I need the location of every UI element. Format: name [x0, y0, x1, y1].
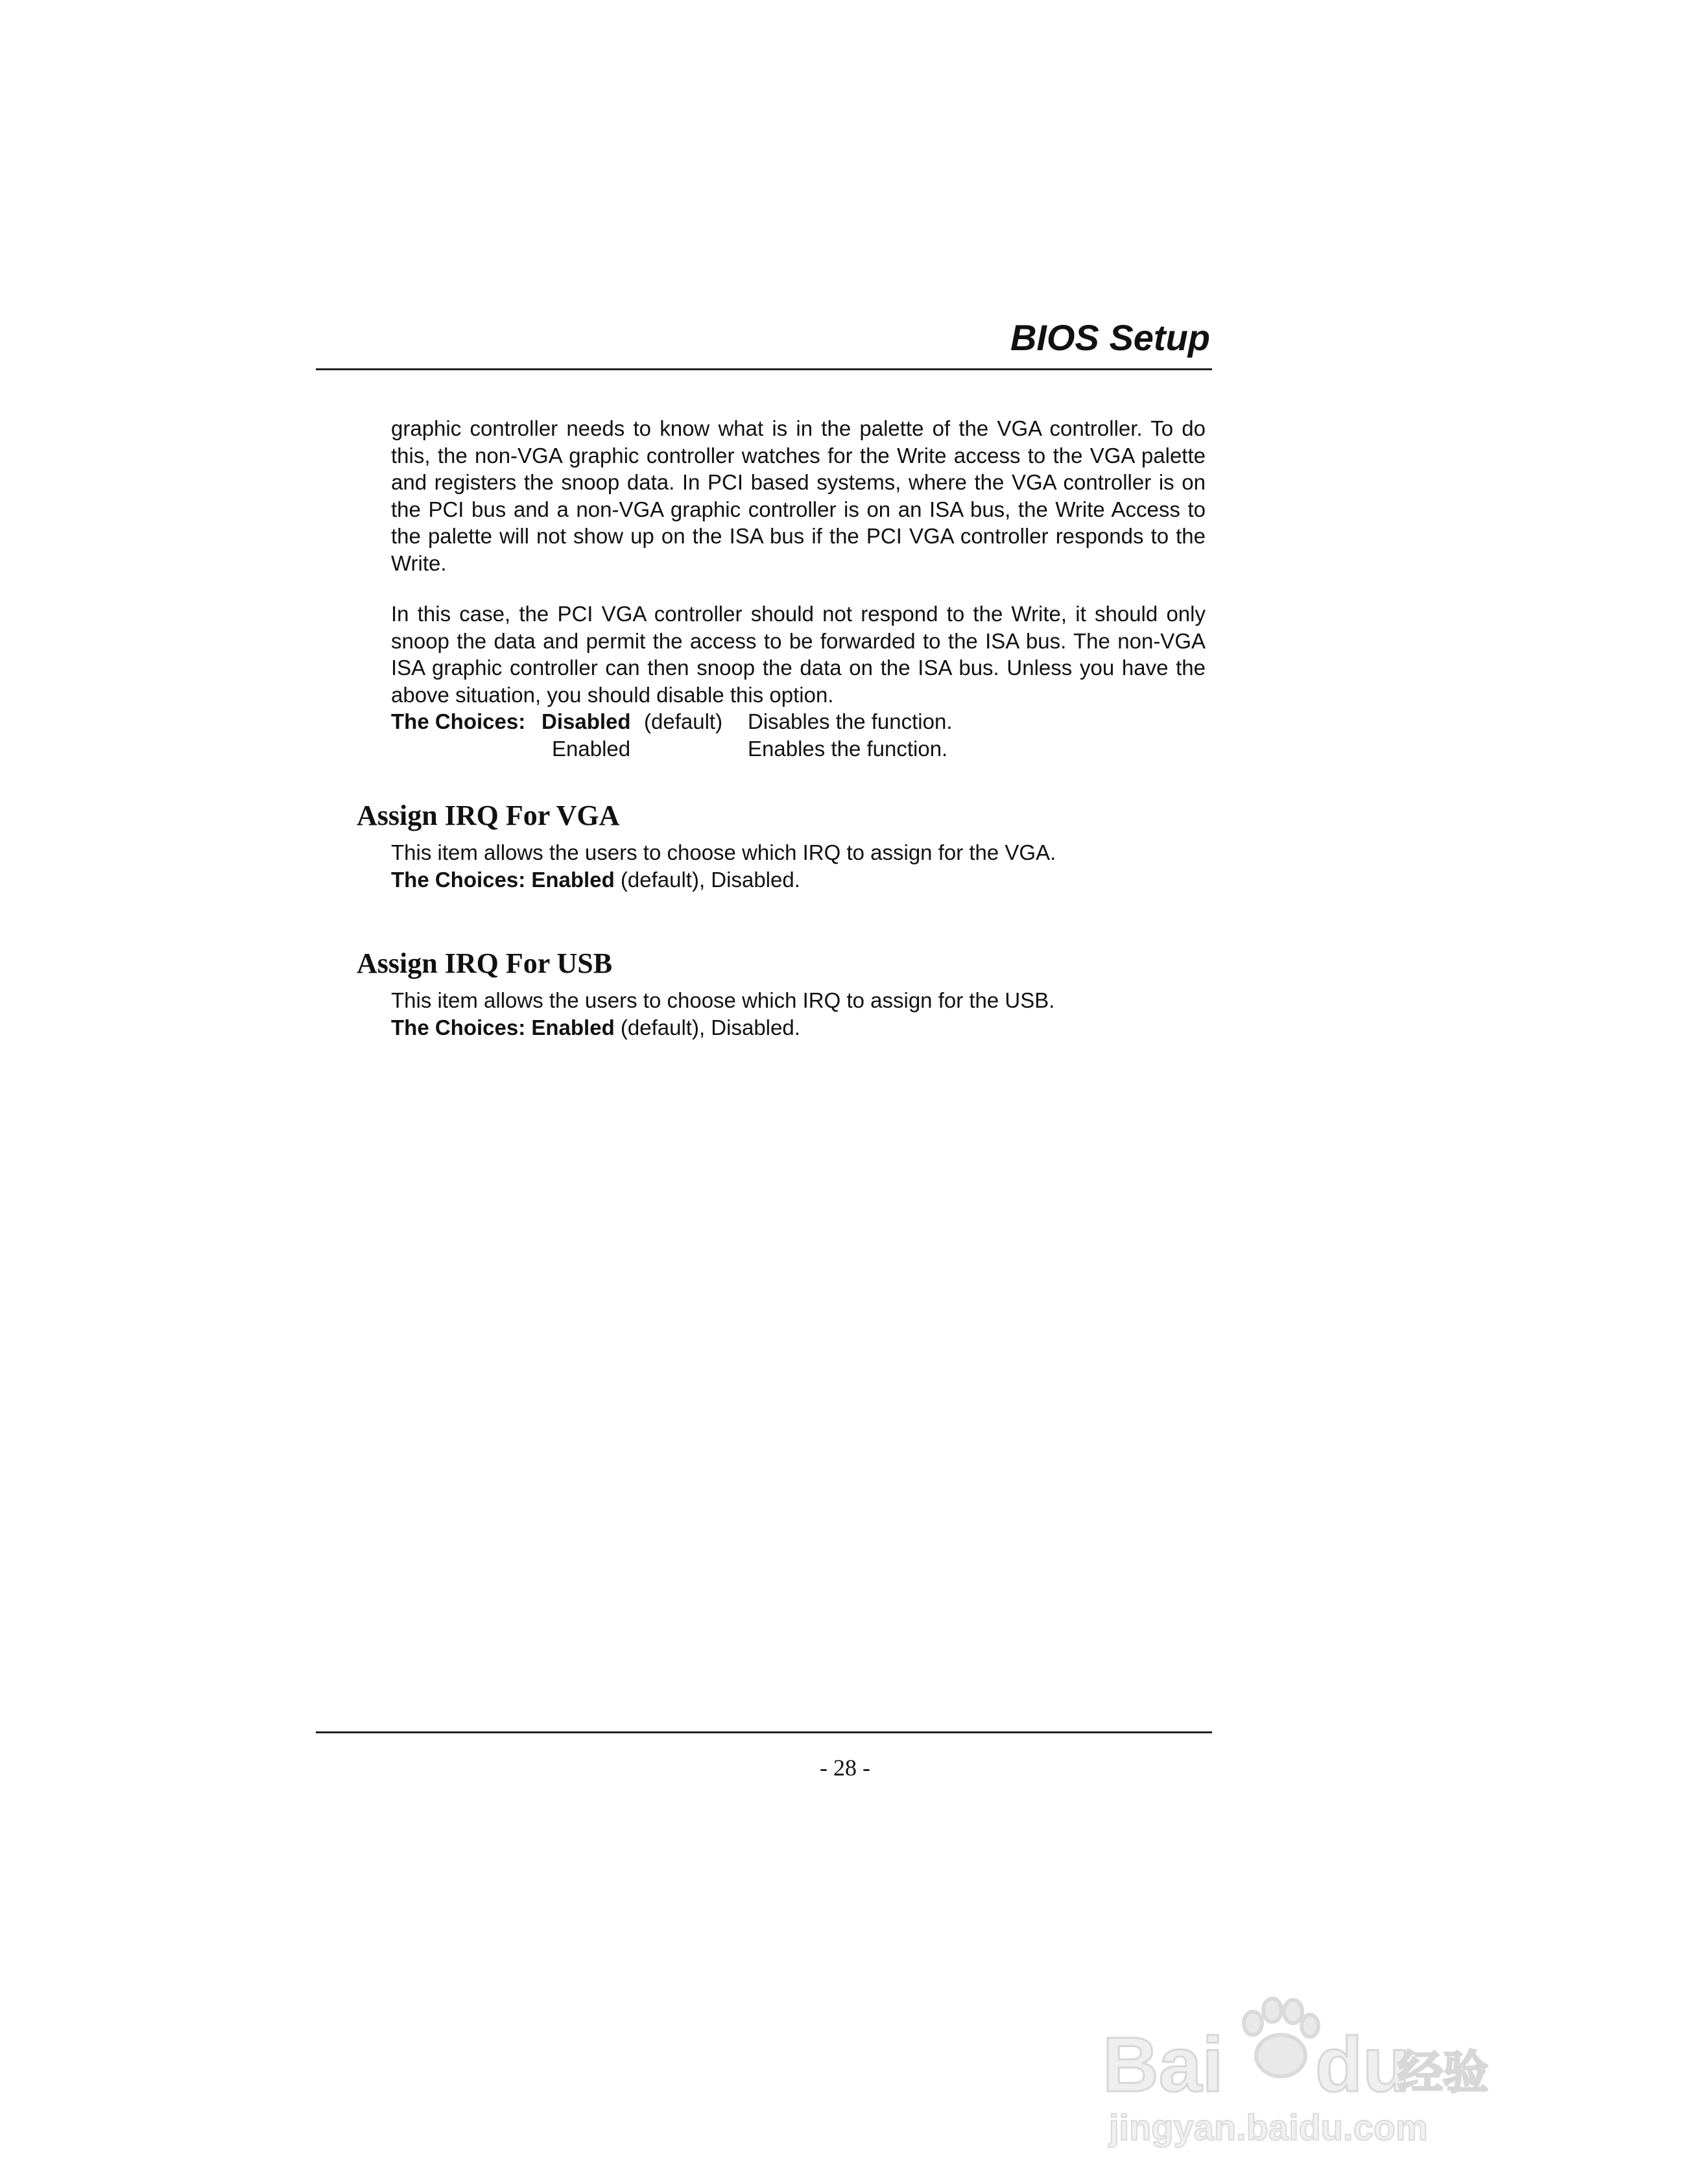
choice-default: Enabled [531, 1015, 615, 1039]
intro-paragraph-1 [391, 415, 1206, 576]
choices-label: The Choices: [391, 868, 526, 892]
svg-text:Bai: Bai [1102, 2021, 1224, 2108]
choice-rest: (default), Disabled. [614, 1015, 800, 1039]
section-title-irq-usb: Assign IRQ For USB [357, 947, 613, 979]
choice-value: Enabled [552, 737, 631, 761]
page-header-title: BIOS Setup [1010, 317, 1210, 358]
choice-default: Enabled [531, 868, 615, 892]
choice-description: Disables the function. [748, 709, 953, 733]
choice-description: Enables the function. [748, 737, 948, 761]
choice-value: Disabled [542, 709, 631, 733]
footer-rule [316, 1731, 1212, 1733]
page-number: - 28 - [820, 1755, 870, 1781]
svg-text:经验: 经验 [1398, 2047, 1488, 2098]
section-choices [391, 866, 800, 894]
header-rule [316, 368, 1212, 370]
svg-text:jingyan.baidu.com: jingyan.baidu.com [1109, 2107, 1428, 2148]
choice-rest: (default), Disabled. [614, 868, 800, 892]
section-choices [391, 1014, 800, 1041]
intro-paragraph-2 [391, 600, 1206, 708]
choices-label: The Choices: [391, 709, 526, 733]
section-description: This item allows the users to choose which IRQ to assign for the USB. [391, 988, 1055, 1012]
baidu-watermark-logo [1102, 1958, 1488, 2148]
section-description: This item allows the users to choose which IRQ to assign for the VGA. [391, 840, 1056, 864]
section-title-irq-vga: Assign IRQ For VGA [357, 800, 620, 831]
choice-note: (default) [644, 709, 723, 733]
svg-text:du: du [1315, 2021, 1410, 2108]
paragraph-text: In this case, the PCI VGA controller should not respond to the Write, it should only snoop the data and permit the access to be forwarded to the ISA bus. The non-VGA ISA graphic controller can then snoop the data on the ISA bus. Unless you have the above situation, you should disable this option. [391, 602, 1206, 707]
paragraph-text: graphic controller needs to know what is in the palette of the VGA controller. To do this, the non-VGA graphic controller watches for the Write access to the VGA palette and registers the snoop data. In PCI based systems, where the VGA controller is on the PCI bus and a non-VGA graphic controller is on an ISA bus, the Write Access to the palette will not show up on the ISA bus if the PCI VGA controller responds to the Write. [391, 416, 1206, 575]
choices-label: The Choices: [391, 1015, 526, 1039]
